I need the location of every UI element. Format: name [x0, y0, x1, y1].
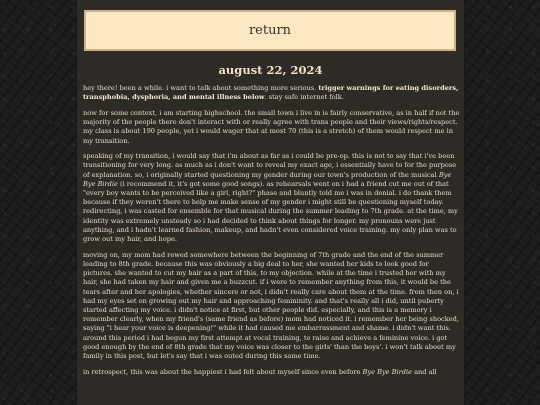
paragraph-intro — [83, 84, 460, 102]
transition-text-end: (i recommend it, it's got some good songs). as rehearsals went on i had a friend cut me out of that "every boy wants to be perceived like a girl, right?" phase and bluntly told me i was in denial. i do thank them because if they weren't there to help me make sense of my gender i might still be questioning myself today. redirecting, i was casted for ensemble for that musical during the summer leading to 7th grade. at the time, my identity was extremely unsteady so i had decided to think about things for longer. my pronouns were just anything, and i hadn't learned fashion, makeup, and hadn't even considered voice training. my only plan was to grow out my hair, and hope. — [83, 179, 458, 244]
intro-text-end: . stay safe internet folk. — [264, 93, 344, 102]
post-body — [83, 84, 460, 383]
intro-text: hey there! been a while. i want to talk about something more serious. — [83, 84, 319, 92]
trigger-warning: trigger warnings for eating disorders, transphobia, dysphoria, and mental illness below — [83, 84, 459, 102]
musical-title-2: Bye Bye Birdie — [362, 367, 413, 376]
paragraph-retrospect — [83, 368, 460, 377]
retrospect-text: in retrospect, this was about the happiest i had felt about myself since even before — [83, 367, 363, 376]
paragraph-moving-on: moving on, my mom had rewed somewhere between the beginning of 7th grade and the end of the summer leading to 8th grade. because this was obviously a big deal to her, she wanted her kids to look good for pictures. she wanted to cut my hair as a part of this, to my objection. while at the time i trusted her with my hair, she had taken my hair and given me a buzzcut. if i were to remember anything from this, it would be the tears after and her apologies, whether sincere or not, i didn't really care about them at the time. from then on, i had my eyes set on growing out my hair and approaching femininity. and that's really all i did, until puberty started affecting my voice. i didn't notice at first, but other people did. especially, and this is a memory i remember clearly, when my friend's (same friend as before) mom had noticed it. i remember her being shocked, saying "i hear your voice is deepening!" while it had caused me embarrassment and shame. i didn't want this. around this period i had begun my first attempt at vocal training, to raise and achieve a feminine voice. i got good enough by the end of 8th grade that my voice was closer to the girls' than the boys'. i won't talk about my family in this post, but let's say that i was outed during this same time. — [83, 250, 459, 360]
paragraph-transition — [83, 152, 460, 244]
transition-text: speaking of my transition, i would say that i'm about as far as i could be pre-op. this is not to say that i've been transitioning for very long. as much as i don't want to reveal my exact age, i essentially have to for the purpose of explanation. so, i originally started questioning my gender during our town's production of the musical — [83, 152, 457, 179]
post-date: august 22, 2024 — [218, 63, 323, 77]
return-label[interactable]: return — [248, 23, 292, 38]
paragraph-context: now for some context, i am starting highschool. the small town i live in is fairly conservative, as in half if not the majority of the people there don't interact with or really agree with trans people and their views/rights/respect. my class is about 190 people, yet i would wager that at most 70 (this is a stretch) of them would respect me in my transition. — [83, 108, 460, 145]
musical-title: Bye Bye Birdie — [83, 170, 452, 188]
retrospect-text-end: and all — [412, 367, 437, 376]
return-button[interactable] — [84, 10, 456, 51]
